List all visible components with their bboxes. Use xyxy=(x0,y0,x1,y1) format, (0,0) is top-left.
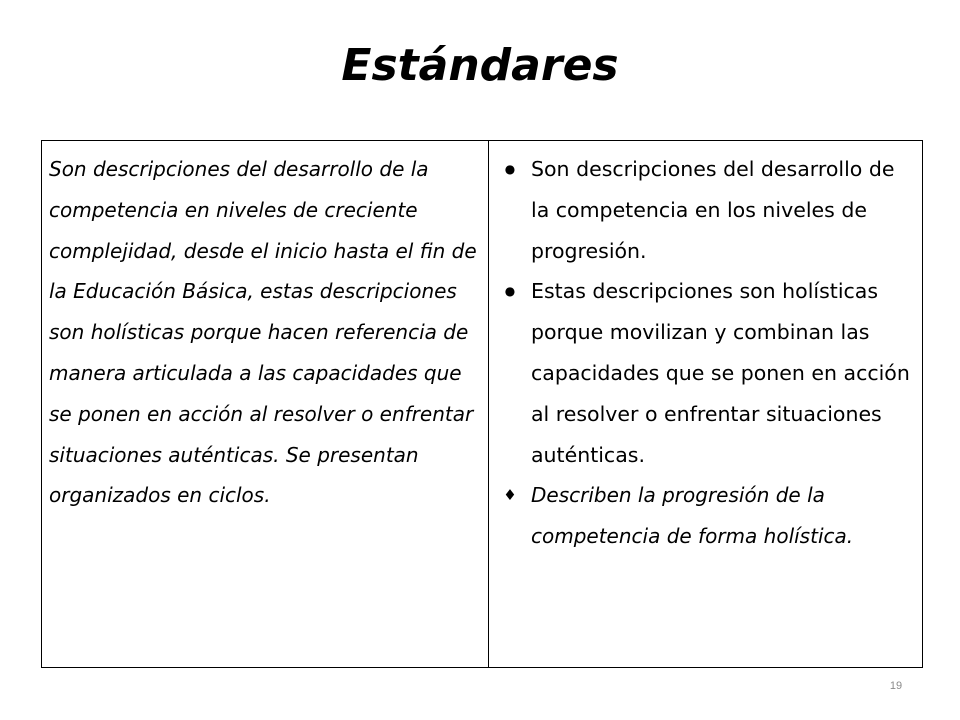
bullet-diamond-icon: ♦ xyxy=(503,486,517,505)
bullet-text: Estas descripciones son holísticas porque movilizan y combinan las capacidades que se ponen en acción al resolver o enfrentar situaciones auténticas. xyxy=(531,279,910,467)
table-left-cell xyxy=(42,141,489,667)
bullet-dot-icon: ● xyxy=(504,162,516,176)
bullet-item xyxy=(489,475,916,557)
bullet-text: Son descripciones del desarrollo de la competencia en los niveles de progresión. xyxy=(531,157,895,263)
bullet-dot-icon: ● xyxy=(504,284,516,299)
table-right-cell xyxy=(489,141,922,667)
slide-title: Estándares xyxy=(341,40,619,91)
bullet-item xyxy=(489,149,916,271)
left-cell-text: Son descripciones del desarrollo de la competencia en niveles de creciente complejidad, desde el inicio hasta el fin de la Educación Básica, estas descripciones son holísticas porque hacen referencia de manera articulada a las capacidades que se ponen en acción al resolver o enfrentar situaciones auténticas. Se presentan organizados en ciclos. xyxy=(49,157,477,508)
bullet-item xyxy=(489,271,916,475)
bullet-text: Describen la progresión de la competencia de forma holística. xyxy=(531,483,854,549)
page-number: 19 xyxy=(889,680,903,692)
comparison-table xyxy=(41,140,923,668)
